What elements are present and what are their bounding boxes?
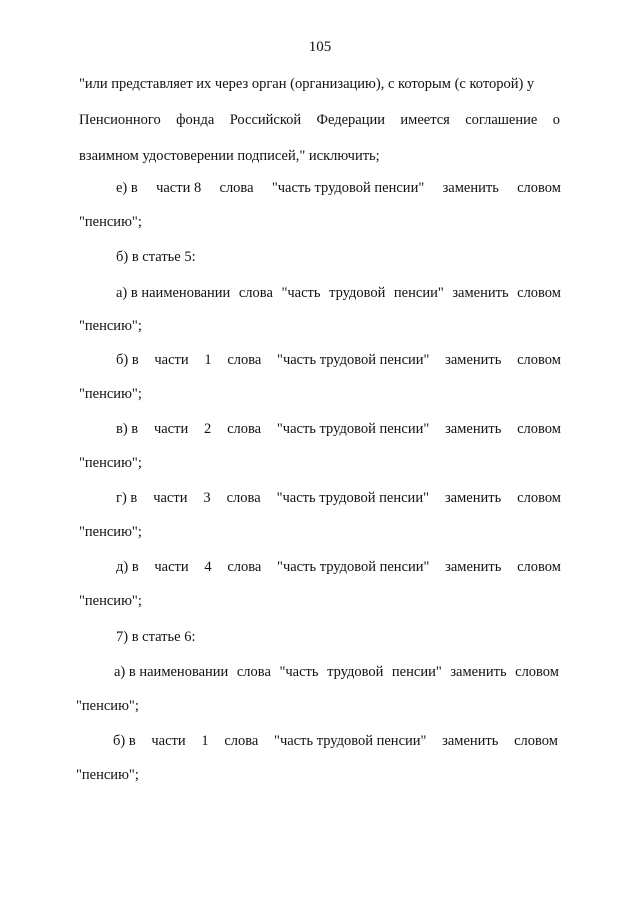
word: соглашение <box>465 112 538 128</box>
word: 1 <box>204 352 212 368</box>
word: слова <box>227 352 262 368</box>
word: о <box>552 112 560 128</box>
word: Федерации <box>316 112 386 128</box>
art6-a-line-2: "пенсию"; <box>76 698 139 714</box>
word: слова <box>227 559 262 575</box>
word: пенсии" <box>393 285 444 301</box>
word: Пенсионного <box>79 112 161 128</box>
word: словом <box>517 285 561 301</box>
paragraph-1-line-3: взаимном удостоверении подписей," исключить; <box>79 148 380 164</box>
article-5-heading: б) в статье 5: <box>116 249 196 265</box>
word: имеется <box>400 112 450 128</box>
word: слова <box>226 490 261 506</box>
word: а) в наименовании <box>114 664 229 680</box>
article-6-heading: 7) в статье 6: <box>116 629 196 645</box>
word: "часть трудовой пенсии" <box>276 490 429 506</box>
word: словом <box>514 733 558 749</box>
item-e-line-1 <box>116 178 561 198</box>
art5-g-line-1 <box>116 488 561 508</box>
word: части <box>153 490 188 506</box>
word: 2 <box>204 421 212 437</box>
word: в) в <box>116 421 139 437</box>
word: "часть трудовой пенсии" <box>277 352 430 368</box>
word: г) в <box>116 490 138 506</box>
word: части <box>151 733 186 749</box>
word: заменить <box>445 352 502 368</box>
art6-b-line-2: "пенсию"; <box>76 767 139 783</box>
word: "часть трудовой пенсии" <box>276 421 430 437</box>
art5-v-line-2: "пенсию"; <box>79 455 142 471</box>
word: части <box>154 352 189 368</box>
art5-g-line-2: "пенсию"; <box>79 524 142 540</box>
word: Российской <box>229 112 302 128</box>
word: части <box>153 421 189 437</box>
word: слова <box>236 664 271 680</box>
word: е) в <box>116 180 138 196</box>
word: слова <box>227 421 262 437</box>
word: части <box>154 559 189 575</box>
word: заменить <box>442 733 499 749</box>
art5-a-line-1 <box>116 283 561 303</box>
art6-b-line-1 <box>113 731 558 751</box>
art5-b-line-2: "пенсию"; <box>79 386 142 402</box>
word: заменить <box>445 421 502 437</box>
word: "часть трудовой пенсии" <box>271 180 425 196</box>
word: словом <box>517 490 561 506</box>
art6-a-line-1 <box>114 662 559 682</box>
word: словом <box>517 352 561 368</box>
word: заменить <box>452 285 509 301</box>
word: б) в <box>116 352 139 368</box>
word: пенсии" <box>391 664 442 680</box>
word: 1 <box>201 733 209 749</box>
word: заменить <box>442 180 499 196</box>
art5-b-line-1 <box>116 350 561 370</box>
art5-a-line-2: "пенсию"; <box>79 318 142 334</box>
word: слова <box>238 285 273 301</box>
page-number: 105 <box>308 39 332 55</box>
word: б) в <box>113 733 136 749</box>
word: слова <box>224 733 259 749</box>
word: "часть трудовой пенсии" <box>274 733 427 749</box>
word: словом <box>515 664 559 680</box>
word: словом <box>517 180 561 196</box>
word: словом <box>517 559 561 575</box>
word: "часть <box>279 664 319 680</box>
word: "часть трудовой пенсии" <box>277 559 430 575</box>
word: д) в <box>116 559 139 575</box>
word: заменить <box>445 559 502 575</box>
word: заменить <box>444 490 502 506</box>
word: словом <box>517 421 561 437</box>
word: слова <box>219 180 254 196</box>
word: трудовой <box>329 285 386 301</box>
item-e-line-2: "пенсию"; <box>79 214 142 230</box>
word: 3 <box>203 490 211 506</box>
word: фонда <box>176 112 215 128</box>
paragraph-1-line-2 <box>79 110 560 130</box>
word: а) в наименовании <box>116 285 231 301</box>
word: 4 <box>204 559 212 575</box>
word: трудовой <box>327 664 384 680</box>
art5-v-line-1 <box>116 419 561 439</box>
word: "часть <box>281 285 321 301</box>
art5-d-line-2: "пенсию"; <box>79 593 142 609</box>
art5-d-line-1 <box>116 557 561 577</box>
word: части 8 <box>156 180 202 196</box>
paragraph-1-line-1: "или представляет их через орган (организацию), с которым (с которой) у <box>79 76 535 92</box>
word: заменить <box>450 664 507 680</box>
